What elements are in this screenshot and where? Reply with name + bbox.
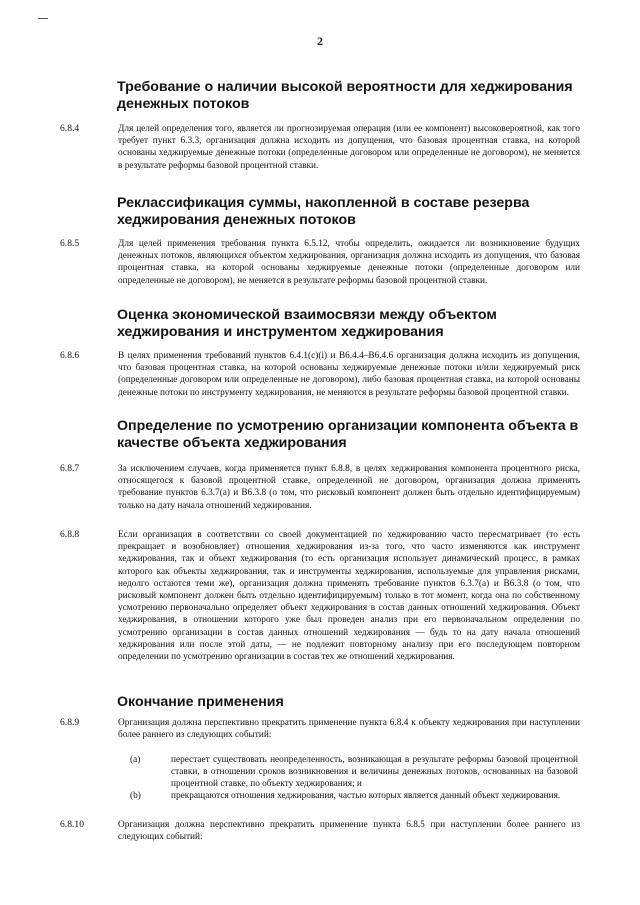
section-heading: Требование о наличии высокой вероятности для хеджирования денежных потоков — [117, 79, 573, 112]
section-heading: Определение по усмотрению организации компонента объекта в качестве объекта хеджирования — [117, 418, 579, 451]
paragraph-text: Для целей определения того, является ли прогнозируемая операция (или ее компонент) высоковероятной, как того требует пункт 6.3.3, организация должна исходить из допущения, что базовая процентная ставка, на которой основаны хеджируемые денежные потоки (определенные договором или определенные не договором), не меняется в результате реформы базовой процентной ставки. — [118, 124, 580, 171]
paragraph-number: 6.8.5 — [60, 238, 80, 249]
subitem-label: (b) — [130, 791, 141, 801]
section-heading: Реклассификация суммы, накопленной в составе резерва хеджирования денежных потоков — [117, 195, 530, 228]
section-heading: Оценка экономической взаимосвязи между объектом хеджирования и инструментом хеджирования — [117, 307, 497, 340]
subitem-text: прекращаются отношения хеджирования, частью которых является данный объект хеджирования. — [171, 791, 561, 801]
paragraph-text: Если организация в соответствии со своей документацией по хеджированию часто пересматривает (то есть прекращает и возобновляет) отношения хеджирования из-за того, что часто изменяются как инструмент хеджирования, так и объект хеджирования (то есть организация использует динамический процесс, в рамках которого как объекты хеджирования, так и инструменты хеджирования, используемые для управления рисками, недолго остаются теми же), организация должна применять требование пунктов 6.3.7(а) и В6.3.8 (о том, что рисковый компонент должен быть отдельно идентифицируемым) только в тот момент, когда она по собственному усмотрению первоначально определяет объект хеджирования в состав данных отношений хеджирования. Объект хеджирования, в отношении которого уже был проведен анализ при его первоначальном определении по усмотрению организации в состав данных отношений хеджирования — будь то на дату начала отношений хеджирования или после этой даты, — не подлежит повторному анализу при его последующем повторном определении по усмотрению организации в состав тех же отношений хеджирования. — [118, 530, 580, 663]
subitem-label: (а) — [130, 755, 141, 765]
subitem-text: перестает существовать неопределенность, возникающая в результате реформы базовой процентной ставки, в отношении сроков возникновения и величины денежных потоков, основанных на базовой процентной ставке, по объекту хеджирования; и — [171, 755, 578, 790]
scan-mark — [38, 18, 48, 19]
paragraph-number: 6.8.6 — [60, 350, 80, 361]
paragraph-text: Организация должна перспективно прекратить применение пункта 6.8.5 при наступлении более раннего из следующих событий: — [118, 820, 580, 843]
paragraph-number: 6.8.10 — [60, 819, 84, 830]
paragraph-text: За исключением случаев, когда применяется пункт 6.8.8, в целях хеджирования компонента процентного риска, относящегося к базовой процентной ставке, определенной не договором, организация должна применять требование пунктов 6.3.7(а) и В6.3.8 (о том, что рисковый компонент должен быть отдельно идентифицируемым) только на дату начала отношений хеджирования. — [118, 464, 580, 511]
paragraph-text: Организация должна перспективно прекратить применение пункта 6.8.4 к объекту хеджирования при наступлении более раннего из следующих событий: — [118, 718, 580, 741]
paragraph-number: 6.8.7 — [60, 463, 80, 474]
paragraph-number: 6.8.9 — [60, 717, 80, 728]
paragraph-number: 6.8.8 — [60, 529, 80, 540]
section-heading: Окончание применения — [117, 694, 284, 710]
page-number: 2 — [317, 34, 323, 48]
paragraph-number: 6.8.4 — [60, 123, 80, 134]
paragraph-text: Для целей применения требования пункта 6.5.12, чтобы определить, ожидается ли возникновение будущих денежных потоков, являющихся объектом хеджирования, организация должна исходить из допущения, что базовая процентная ставка, на которой основаны хеджируемые денежные потоки (определенные договором или определенные не договором), не меняется в результате реформы базовой процентной ставки. — [118, 239, 580, 286]
paragraph-text: В целях применения требований пунктов 6.4.1(с)(i) и В6.4.4–В6.4.6 организация должна исходить из допущения, что базовая процентная ставка, на которой основаны хеджируемые денежные потоки и/или хеджируемый риск (определенные договором или определенные не договором), либо базовая процентная ставка, на которой основаны денежные потоки по инструменту хеджирования, не меняются в результате реформы базовой процентной ставки. — [118, 351, 580, 398]
